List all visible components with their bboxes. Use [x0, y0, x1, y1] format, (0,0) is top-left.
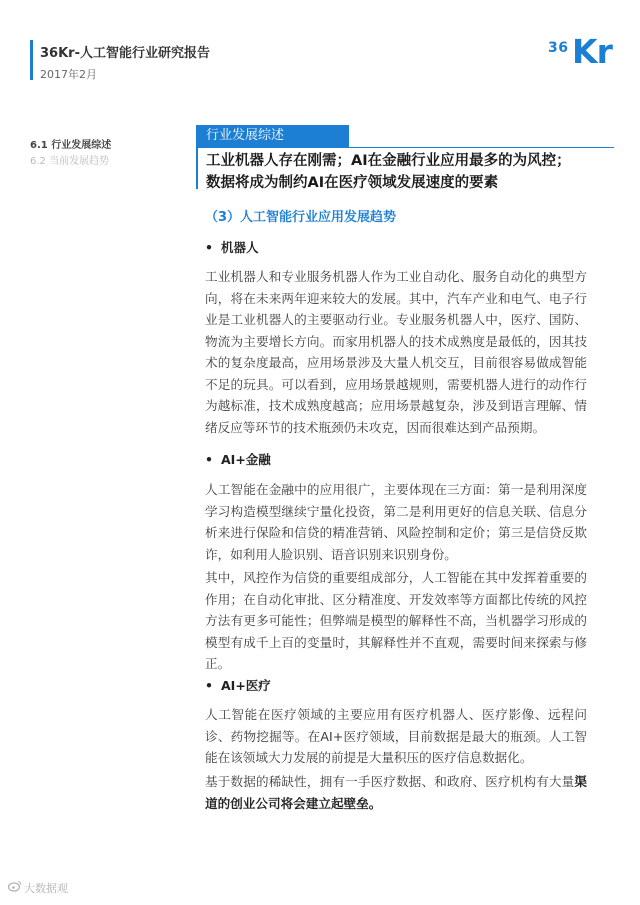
logo-letters: Kr	[572, 32, 612, 71]
bullet-robot	[205, 238, 259, 256]
header-accent-bar	[30, 40, 33, 80]
robot-paragraph: 工业机器人和专业服务机器人作为工业自动化、服务自动化的典型方向，将在未来两年迎来较大的发展。其中，汽车产业和电气、电子行业是工业机器人的主要驱动行业。专业服务机器人中，医疗、国防、物流为主要增长方向。而家用机器人的技术成熟度是最低的，因其技术的复杂度最高，应用场景涉及大量人机交互，目前很容易做成智能不足的玩具。可以看到，应用场景越规则，需要机器人进行的动作行为越标准，技术成熟度越高；应用场景越复杂，涉及到语言理解、情绪反应等环节的技术瓶颈仍未攻克，因而很难达到产品预期。	[205, 269, 587, 435]
bullet-dot: •	[205, 240, 213, 255]
heading-line-1: 工业机器人存在刚需；AI在金融行业应用最多的为风控；	[206, 153, 571, 169]
medical-paragraph-2-text: 基于数据的稀缺性，拥有一手医疗数据、和政府、医疗机构有大量	[205, 774, 575, 789]
finance-paragraph-1: 人工智能在金融中的应用很广，主要体现在三方面：第一是利用深度学习构造模型继续宁量化投资，第二是利用更好的信息关联、信息分析来进行保险和信贷的精准营销、风险控制和定价；第三是信贷反欺诈，如利用人脸识别、语音识别来识别身份。	[205, 482, 587, 562]
bullet-label: AI+医疗	[221, 678, 271, 693]
heading-line-2: 数据将成为制约AI在医疗领域发展速度的要素	[206, 175, 499, 191]
watermark-text: 大数据观	[24, 882, 68, 895]
medical-paragraph-1: 人工智能在医疗领域的主要应用有医疗机器人、医疗影像、远程问诊、药物挖掘等。在AI+医疗领域，目前数据是最大的瓶颈。人工智能在该领域大力发展的前提是大量积压的医疗信息数据化。	[205, 707, 587, 765]
medical-paragraph-2-bold: 渠道的创业公司将会建立起壁垒。	[205, 774, 587, 811]
bullet-dot: •	[205, 678, 213, 693]
section-heading	[206, 150, 616, 194]
section-label: 行业发展综述	[196, 125, 349, 147]
bullet-medical	[205, 676, 271, 694]
report-date: 2017年2月	[40, 68, 97, 81]
nav-item-next[interactable]: 6.2 当前发展趋势	[30, 156, 110, 167]
heading-accent-bar	[196, 147, 198, 189]
bullet-label: AI+金融	[221, 452, 271, 467]
watermark	[8, 880, 68, 896]
report-title: 36Kr-人工智能行业研究报告	[40, 46, 210, 61]
finance-paragraph-2: 其中，风控作为信贷的重要组成部分，人工智能在其中发挥着重要的作用；在自动化审批、区分精准度、开发效率等方面都比传统的风控方法有更多可能性；但弊端是模型的解释性不高，当机器学习形成的模型有成千上百的变量时，其解释性并不直观，需要时间来探索与修正。	[205, 570, 587, 671]
logo-number: 36	[548, 40, 569, 56]
section-divider	[196, 147, 614, 148]
bullet-label: 机器人	[221, 240, 259, 255]
weibo-icon	[8, 880, 22, 895]
nav-item-current[interactable]: 6.1 行业发展综述	[30, 140, 112, 151]
medical-paragraph-2	[205, 771, 587, 814]
bullet-finance	[205, 450, 271, 468]
bullet-dot: •	[205, 452, 213, 467]
subsection-title: （3）人工智能行业应用发展趋势	[205, 210, 397, 225]
